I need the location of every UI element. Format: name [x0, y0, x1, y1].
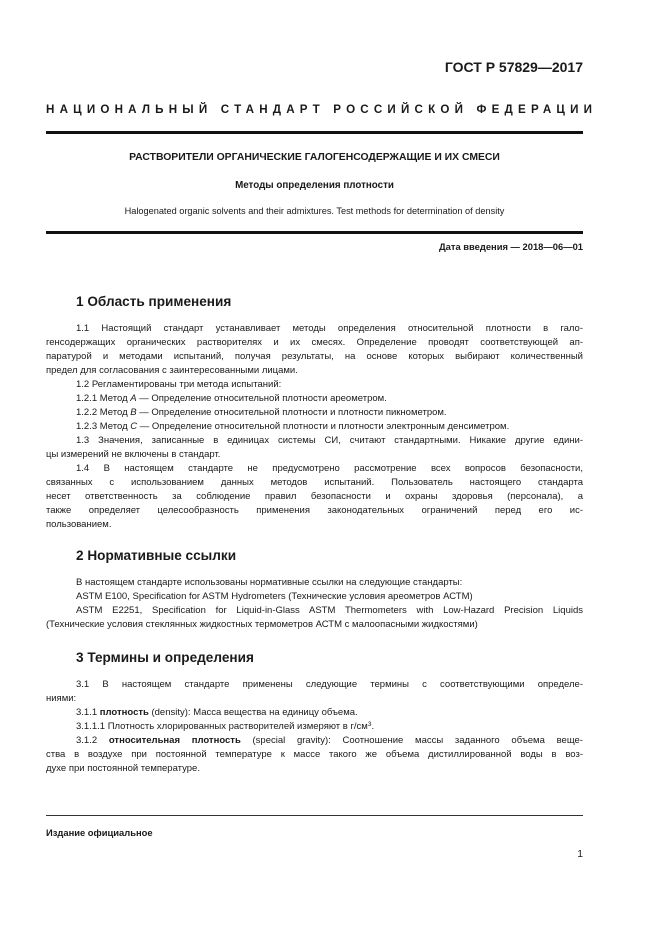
paragraph-line: паратурой и методами испытаний, получая результаты, на основе которых выбирают количественный [46, 351, 583, 362]
paragraph-line: ства в воздухе при постоянной температуре к массе такого же объема дистиллированной воды в воз- [46, 749, 583, 760]
paragraph-line: 1.3 Значения, записанные в единицах системы СИ, считают стандартными. Никакие другие едини- [76, 435, 583, 446]
method-c-line [76, 421, 583, 432]
density-units-text: 3.1.1.1 Плотность хлорированных растворителей измеряют в г/см [76, 721, 368, 732]
document-title: РАСТВОРИТЕЛИ ОРГАНИЧЕСКИЕ ГАЛОГЕНСОДЕРЖАЩИЕ И ИХ СМЕСИ [129, 152, 500, 163]
official-edition-label: Издание официальное [46, 827, 153, 838]
paragraph-line: генсодержащих органических растворителях и их смесях. Определение проводят соответствующей ап- [46, 337, 583, 348]
paragraph-line: духе при постоянной температуре. [46, 763, 200, 774]
paragraph-line: 3.1 В настоящем стандарте применены следующие термины с соответствующими определе- [76, 679, 583, 690]
term-density-line [76, 707, 583, 718]
density-units-line [76, 721, 583, 732]
paragraph-line: пользованием. [46, 519, 112, 530]
term-relative-density-definition: (special gravity): Соотношение массы заданного объема веще- [240, 735, 583, 746]
method-b-letter: В [130, 407, 137, 418]
paragraph-line: предел для согласования с заинтересованными лицами. [46, 365, 298, 376]
introduction-date: Дата введения — 2018—06—01 [438, 241, 583, 252]
term-density-definition: (density): Масса вещества на единицу объема. [148, 707, 358, 718]
paragraph-line: В настоящем стандарте использованы нормативные ссылки на следующие стандарты: [76, 577, 463, 588]
method-a-description: — Определение относительной плотности ареометром. [136, 393, 387, 404]
method-b-number: 1.2.2 Метод [76, 407, 131, 418]
national-standard-title: НАЦИОНАЛЬНЫЙ СТАНДАРТ РОССИЙСКОЙ ФЕДЕРАЦИИ [46, 103, 598, 116]
method-b-description: — Определение относительной плотности и плотности пикнометром. [136, 407, 447, 418]
term-density-number: 3.1.1 [76, 707, 100, 718]
method-a-line [76, 393, 583, 404]
reference-astm-e2251-translation: (Технические условия стеклянных жидкостных термометров АСТМ с малоопасными жидкостями) [46, 619, 478, 630]
section-1-heading: 1 Область применения [76, 294, 232, 309]
paragraph-line: 1.2 Регламентированы три метода испытаний: [76, 379, 282, 390]
gost-number: ГОСТ Р 57829—2017 [444, 59, 583, 75]
page-number: 1 [577, 849, 583, 860]
section-2-heading: 2 Нормативные ссылки [76, 548, 237, 563]
document-subtitle: Методы определения плотности [235, 180, 394, 191]
density-units-period: . [371, 721, 375, 732]
term-relative-density-line [76, 735, 583, 746]
section-3-heading: 3 Термины и определения [76, 650, 254, 665]
method-a-number: 1.2.1 Метод [76, 393, 131, 404]
paragraph-line: 1.4 В настоящем стандарте не предусмотрено рассмотрение всех вопросов безопасности, [76, 463, 583, 474]
document-title-english: Halogenated organic solvents and their admixtures. Test methods for determination of density [124, 206, 505, 216]
paragraph-line: также определяет целесообразность применения законодательных ограничений перед его ис- [46, 505, 583, 516]
header-rule [46, 131, 583, 134]
paragraph-line: несет ответственность за соблюдение правил безопасности и охраны здоровья (персонала), а [46, 491, 583, 502]
title-rule [46, 231, 583, 234]
method-c-description: — Определение относительной плотности и плотности электронным денсиметром. [137, 421, 510, 432]
paragraph-line: связанных с использованием данных методов испытаний. Пользователь настоящего стандарта [46, 477, 583, 488]
reference-astm-e100: ASTM E100, Specification for ASTM Hydrometers (Технические условия ареометров АСТМ) [76, 591, 473, 602]
cubic-superscript: 3 [367, 721, 372, 728]
method-a-letter: А [130, 393, 137, 404]
paragraph-line: ниями: [46, 693, 77, 704]
method-b-line [76, 407, 583, 418]
paragraph-line: цы измерений не включены в стандарт. [46, 449, 221, 460]
reference-astm-e2251: ASTM E2251, Specification for Liquid-in-Glass ASTM Thermometers with Low-Hazard Precision Liquids [76, 605, 583, 616]
term-density: плотность [99, 707, 149, 718]
method-c-letter: С [130, 421, 138, 432]
term-relative-density-number: 3.1.2 [76, 735, 109, 746]
method-c-number: 1.2.3 Метод [76, 421, 131, 432]
term-relative-density: относительная плотность [108, 735, 241, 746]
footer-rule [46, 815, 583, 816]
paragraph-line: 1.1 Настоящий стандарт устанавливает методы определения относительной плотности в гало- [76, 323, 583, 334]
